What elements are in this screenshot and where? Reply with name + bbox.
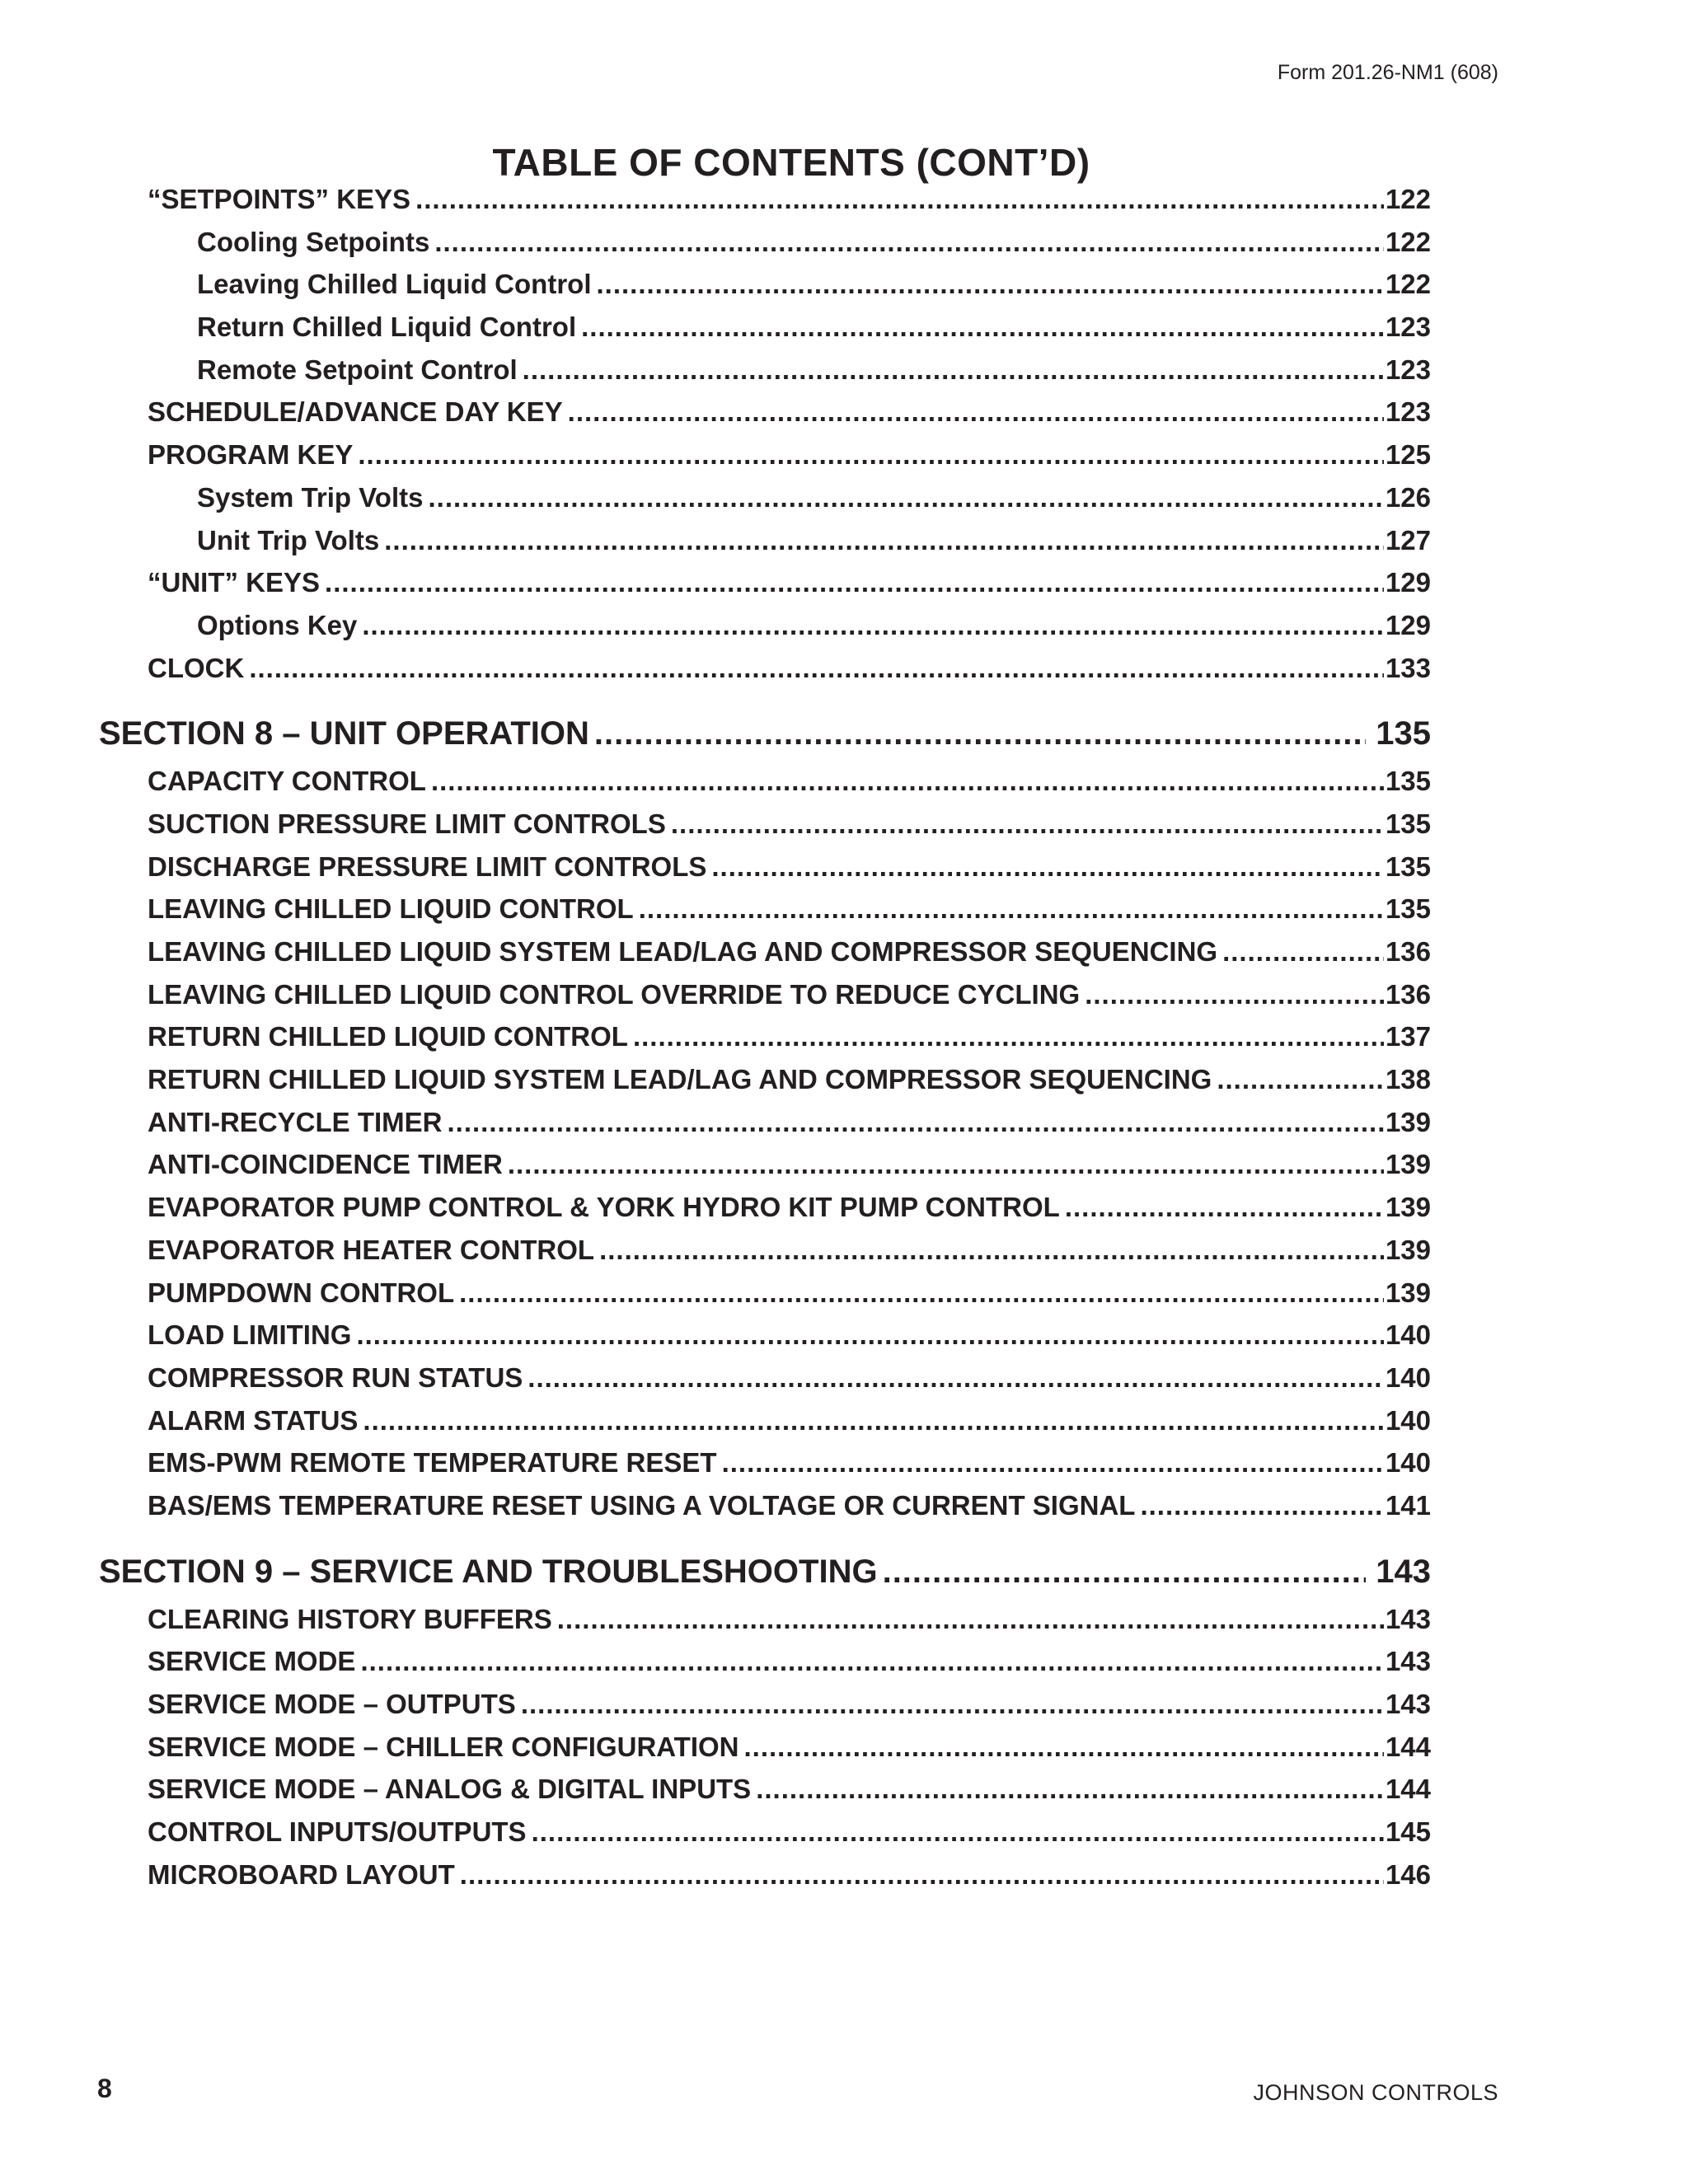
toc-entry-label: ANTI-RECYCLE TIMER <box>148 1106 443 1137</box>
toc-entry <box>99 1015 1431 1058</box>
toc-entry-page: 129 <box>1385 609 1431 640</box>
toc-entry-page: 123 <box>1385 354 1431 385</box>
toc-dot-leader <box>1085 973 1384 1016</box>
toc-entry <box>99 1441 1431 1484</box>
toc-entry <box>99 930 1431 973</box>
toc-entry-page: 139 <box>1385 1277 1431 1308</box>
toc-entry-page: 144 <box>1385 1774 1431 1805</box>
toc-section-heading <box>99 707 1431 760</box>
toc-entry-label: BAS/EMS TEMPERATURE RESET USING A VOLTAGE OR CURRENT SIGNAL <box>148 1489 1136 1521</box>
toc-entry <box>99 1399 1431 1442</box>
toc-entry-label: LEAVING CHILLED LIQUID SYSTEM LEAD/LAG AND COMPRESSOR SEQUENCING <box>148 936 1218 967</box>
toc-entry-page: 129 <box>1385 567 1431 598</box>
toc-entry-page: 125 <box>1385 439 1431 471</box>
toc-entry-page: 135 <box>1385 808 1431 839</box>
toc-entry <box>99 1186 1431 1229</box>
toc-dot-leader <box>431 760 1384 803</box>
toc-entry <box>99 434 1431 476</box>
toc-entry <box>99 1101 1431 1144</box>
toc-dot-leader <box>508 1143 1384 1186</box>
toc-entry-page: 139 <box>1385 1192 1431 1223</box>
toc-entry-page: 133 <box>1385 652 1431 683</box>
toc-dot-leader <box>744 1726 1384 1769</box>
toc-entry-label: Unit Trip Volts <box>197 524 380 555</box>
toc-entry-page: 136 <box>1385 936 1431 967</box>
toc-dot-leader <box>415 178 1384 221</box>
toc-dot-leader <box>532 1811 1384 1854</box>
toc-dot-leader <box>756 1768 1384 1811</box>
toc-dot-leader <box>434 221 1384 264</box>
toc-entry <box>99 647 1431 690</box>
toc-entry-page: 123 <box>1385 312 1431 343</box>
toc-dot-leader <box>711 846 1384 888</box>
toc-entry-page: 140 <box>1385 1404 1431 1436</box>
toc-entry-page: 141 <box>1385 1489 1431 1521</box>
toc-entry <box>99 476 1431 519</box>
toc-dot-leader <box>639 888 1384 930</box>
toc-entry <box>99 846 1431 888</box>
toc-entry-page: 127 <box>1385 524 1431 555</box>
toc-entry-label: “UNIT” KEYS <box>148 567 321 598</box>
toc-entry-label: PUMPDOWN CONTROL <box>148 1277 455 1308</box>
toc-entry-page: 122 <box>1385 184 1431 214</box>
toc-entry-page: 140 <box>1385 1447 1431 1479</box>
toc-entry-label: CLEARING HISTORY BUFFERS <box>148 1603 552 1634</box>
toc-entry-page: 145 <box>1385 1816 1431 1848</box>
toc-entry-label: System Trip Volts <box>197 481 424 513</box>
toc-entry <box>99 1768 1431 1811</box>
toc-entry-page: 140 <box>1385 1361 1431 1393</box>
toc-entry-page: 137 <box>1385 1021 1431 1052</box>
toc-entry-label: LEAVING CHILLED LIQUID CONTROL OVERRIDE TO REDUCE CYCLING <box>148 978 1081 1010</box>
toc-dot-leader <box>1065 1186 1384 1229</box>
toc-entry <box>99 221 1431 264</box>
toc-entry-page: 143 <box>1376 1553 1431 1590</box>
toc-entry <box>99 1058 1431 1101</box>
toc-dot-leader <box>363 1399 1384 1442</box>
toc-entry <box>99 1854 1431 1896</box>
toc-dot-leader <box>460 1854 1384 1896</box>
toc-dot-leader <box>428 476 1383 519</box>
toc-entry-label: SERVICE MODE – CHILLER CONFIGURATION <box>148 1731 739 1762</box>
toc-dot-leader <box>581 306 1384 349</box>
toc-dot-leader <box>362 604 1384 647</box>
toc-entry-page: 122 <box>1385 269 1431 300</box>
toc-entry-page: 140 <box>1385 1319 1431 1351</box>
toc-dot-leader <box>722 1441 1384 1484</box>
toc-dot-leader <box>358 434 1384 476</box>
toc-entry-label: Leaving Chilled Liquid Control <box>197 269 592 300</box>
toc-entry-label: “SETPOINTS” KEYS <box>148 184 411 214</box>
toc-entry <box>99 1143 1431 1186</box>
toc-dot-leader <box>557 1598 1384 1641</box>
toc-entry-label: CONTROL INPUTS/OUTPUTS <box>148 1816 527 1848</box>
toc-entry <box>99 1811 1431 1854</box>
toc-entry-label: DISCHARGE PRESSURE LIMIT CONTROLS <box>148 851 707 882</box>
toc-entry-page: 139 <box>1385 1234 1431 1265</box>
toc-entry-label: SERVICE MODE <box>148 1646 356 1677</box>
toc-entry <box>99 1726 1431 1769</box>
toc-entry-label: SECTION 8 – UNIT OPERATION <box>99 715 589 752</box>
toc-entry <box>99 306 1431 349</box>
toc-entry-page: 135 <box>1385 766 1431 797</box>
toc-entry-page: 143 <box>1385 1603 1431 1634</box>
toc-entry-page: 135 <box>1385 851 1431 882</box>
toc-entry <box>99 1229 1431 1272</box>
toc-dot-leader <box>249 647 1384 690</box>
table-of-contents <box>99 178 1431 1896</box>
toc-entry-label: LEAVING CHILLED LIQUID CONTROL <box>148 893 634 925</box>
toc-entry <box>99 1640 1431 1683</box>
toc-dot-leader <box>594 707 1366 760</box>
toc-entry-label: PROGRAM KEY <box>148 439 354 471</box>
toc-entry-page: 144 <box>1385 1731 1431 1762</box>
form-number: Form 201.26-NM1 (608) <box>1277 61 1498 84</box>
toc-entry-label: LOAD LIMITING <box>148 1319 352 1351</box>
toc-entry <box>99 604 1431 647</box>
toc-dot-leader <box>671 803 1384 846</box>
toc-entry-label: ANTI-COINCIDENCE TIMER <box>148 1149 503 1180</box>
toc-entry <box>99 1314 1431 1357</box>
toc-section-heading <box>99 1545 1431 1598</box>
toc-entry <box>99 1357 1431 1399</box>
toc-entry <box>99 973 1431 1016</box>
toc-entry-label: CAPACITY CONTROL <box>148 766 426 797</box>
toc-entry-page: 138 <box>1385 1064 1431 1095</box>
toc-dot-leader <box>360 1640 1383 1683</box>
toc-entry <box>99 391 1431 434</box>
toc-entry-label: SUCTION PRESSURE LIMIT CONTROLS <box>148 808 666 839</box>
toc-entry-page: 139 <box>1385 1106 1431 1137</box>
toc-entry-page: 122 <box>1385 226 1431 257</box>
toc-entry-label: ALARM STATUS <box>148 1404 359 1436</box>
toc-entry-label: Remote Setpoint Control <box>197 354 518 385</box>
toc-dot-leader <box>528 1357 1384 1399</box>
toc-dot-leader <box>599 1229 1384 1272</box>
toc-dot-leader <box>633 1015 1384 1058</box>
toc-dot-leader <box>356 1314 1383 1357</box>
toc-entry <box>99 803 1431 846</box>
toc-entry-page: 146 <box>1385 1858 1431 1890</box>
toc-dot-leader <box>325 561 1384 604</box>
toc-entry-label: COMPRESSOR RUN STATUS <box>148 1361 523 1393</box>
toc-entry-label: Options Key <box>197 609 358 640</box>
toc-entry-page: 143 <box>1385 1689 1431 1719</box>
toc-dot-leader <box>448 1101 1384 1144</box>
toc-entry <box>99 263 1431 306</box>
toc-entry-label: SERVICE MODE – ANALOG & DIGITAL INPUTS <box>148 1774 752 1805</box>
toc-entry <box>99 561 1431 604</box>
toc-entry <box>99 178 1431 221</box>
toc-entry-label: EMS-PWM REMOTE TEMPERATURE RESET <box>148 1447 717 1479</box>
toc-entry-page: 126 <box>1385 481 1431 513</box>
toc-entry <box>99 349 1431 391</box>
toc-dot-leader <box>1217 1058 1384 1101</box>
toc-entry-page: 139 <box>1385 1149 1431 1180</box>
toc-entry-label: SECTION 9 – SERVICE AND TROUBLESHOOTING <box>99 1553 878 1590</box>
toc-entry <box>99 888 1431 930</box>
toc-entry-label: SCHEDULE/ADVANCE DAY KEY <box>148 396 563 428</box>
toc-dot-leader <box>523 349 1384 391</box>
page-title: TABLE OF CONTENTS (CONT’D) <box>492 141 1090 184</box>
toc-entry-label: SERVICE MODE – OUTPUTS <box>148 1689 516 1719</box>
toc-dot-leader <box>1222 930 1384 973</box>
toc-dot-leader <box>459 1272 1384 1315</box>
toc-entry-label: MICROBOARD LAYOUT <box>148 1858 455 1890</box>
toc-entry <box>99 1683 1431 1726</box>
toc-entry-page: 135 <box>1376 715 1431 752</box>
toc-dot-leader <box>1140 1484 1383 1527</box>
toc-entry-label: EVAPORATOR HEATER CONTROL <box>148 1234 595 1265</box>
toc-entry-label: EVAPORATOR PUMP CONTROL & YORK HYDRO KIT PUMP CONTROL <box>148 1192 1060 1223</box>
toc-entry <box>99 1598 1431 1641</box>
toc-dot-leader <box>568 391 1384 434</box>
toc-dot-leader <box>384 519 1384 562</box>
toc-entry-label: Cooling Setpoints <box>197 226 430 257</box>
toc-entry-page: 143 <box>1385 1646 1431 1677</box>
toc-dot-leader <box>883 1545 1367 1598</box>
toc-entry-page: 123 <box>1385 396 1431 428</box>
toc-entry-label: Return Chilled Liquid Control <box>197 312 577 343</box>
toc-dot-leader <box>596 263 1383 306</box>
toc-entry <box>99 1272 1431 1315</box>
toc-entry-page: 136 <box>1385 978 1431 1010</box>
toc-entry-page: 135 <box>1385 893 1431 925</box>
toc-dot-leader <box>521 1683 1384 1726</box>
footer-brand: JOHNSON CONTROLS <box>1253 2080 1498 2105</box>
toc-entry-label: RETURN CHILLED LIQUID CONTROL <box>148 1021 628 1052</box>
toc-entry <box>99 760 1431 803</box>
toc-entry <box>99 1484 1431 1527</box>
toc-entry-label: CLOCK <box>148 652 245 683</box>
toc-entry <box>99 519 1431 562</box>
toc-entry-label: RETURN CHILLED LIQUID SYSTEM LEAD/LAG AND COMPRESSOR SEQUENCING <box>148 1064 1212 1095</box>
page-number: 8 <box>97 2074 112 2103</box>
